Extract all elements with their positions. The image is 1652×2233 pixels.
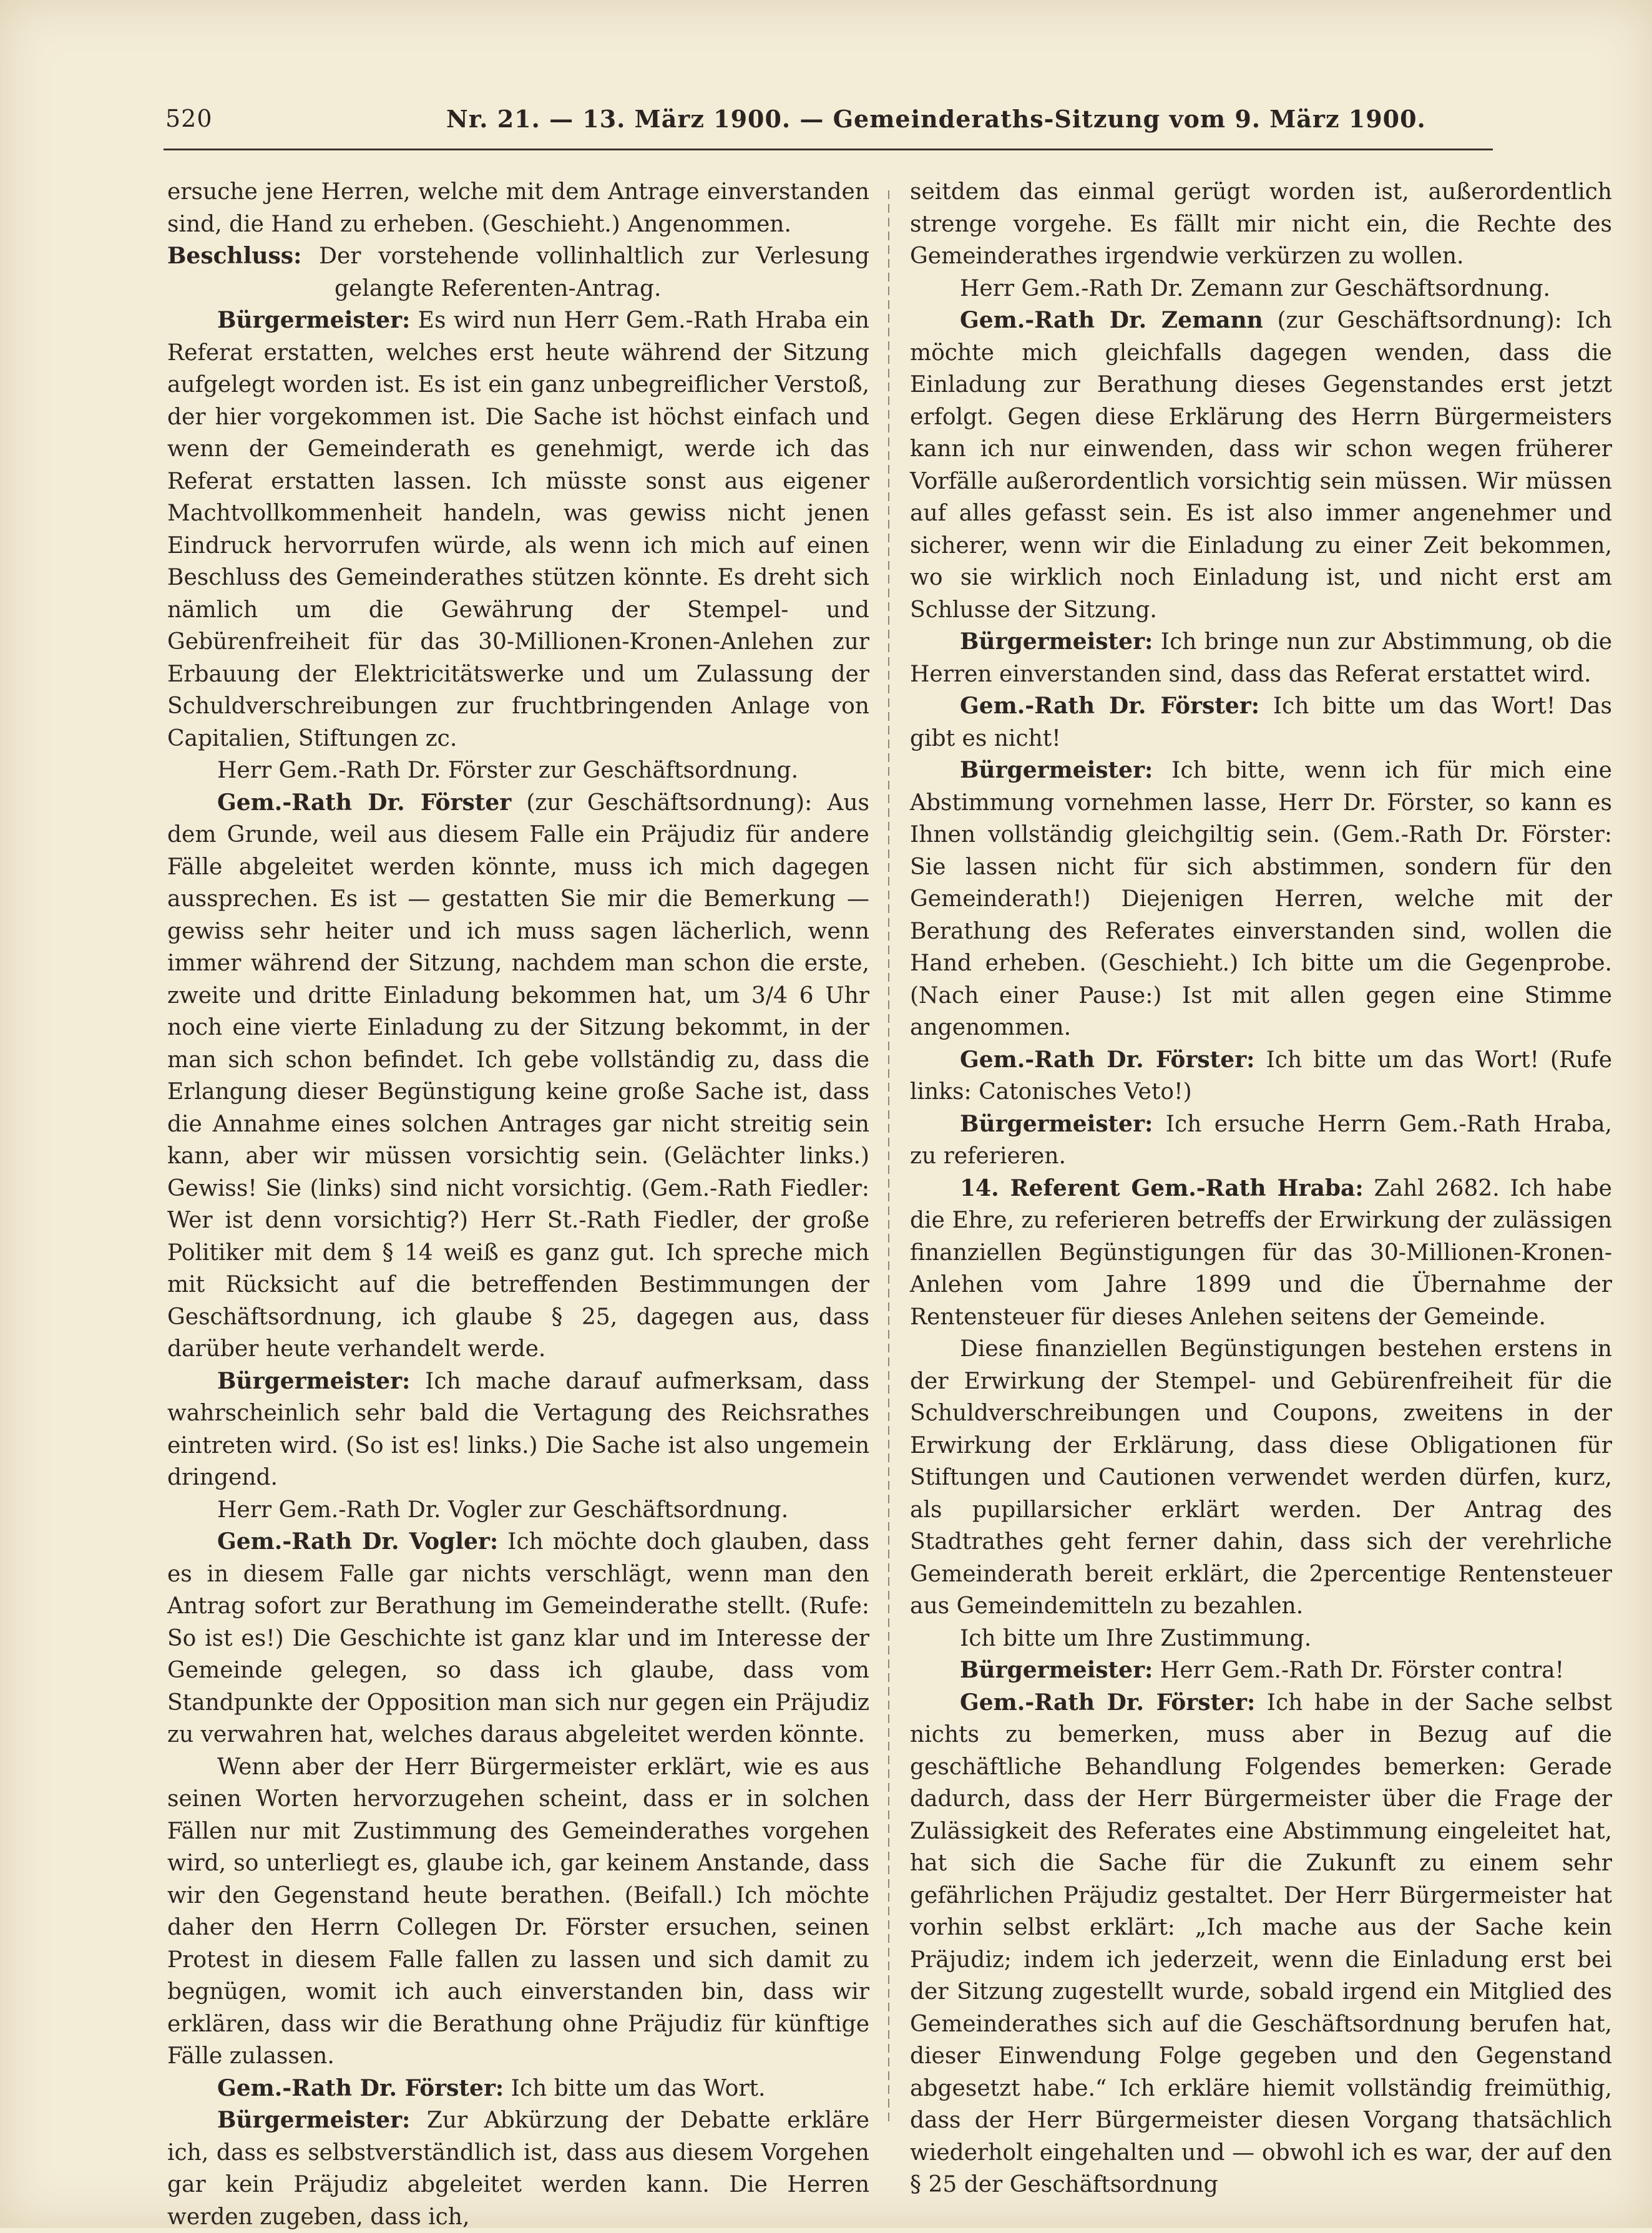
- speaker: Bürgermeister:: [217, 2107, 411, 2133]
- paragraph: Gem.-Rath Dr. Zemann (zur Geschäftsordnung): Ich möchte mich gleichfalls dagegen wenden, dass die Einladung zur Berathung dieses Gegenstandes erst jetzt erfolgt. Gegen diese Erklärung des Herrn Bürgermeisters kann ich nur einwenden, dass wir schon wegen früherer Vorfälle außerordentlich vorsichtig sein müssen. Wir müssen auf alles gefasst sein. Es ist also immer angenehmer und sicherer, wenn wir die Einladung zu einer Zeit bekommen, wo sie wirklich noch Einladung ist, und nicht erst am Schlusse der Sitzung.: [910, 307, 1612, 623]
- speaker: Bürgermeister:: [217, 307, 411, 333]
- speaker: Gem.-Rath Dr. Zemann: [960, 307, 1263, 333]
- page-header: [165, 105, 1488, 142]
- page-number: 520: [165, 105, 213, 132]
- speaker: Gem.-Rath Dr. Förster:: [217, 2074, 504, 2101]
- column-divider: [888, 190, 889, 2122]
- speaker: Gem.-Rath Dr. Vogler:: [217, 1528, 499, 1555]
- paragraph: Gem.-Rath Dr. Förster: Ich bitte um das Wort! Das gibt es nicht!: [910, 693, 1612, 751]
- paragraph: Herr Gem.-Rath Dr. Förster zur Geschäftsordnung.: [217, 758, 799, 783]
- paragraph: Herr Gem.-Rath Dr. Zemann zur Geschäftsordnung.: [960, 275, 1550, 301]
- right-column: [910, 176, 1612, 2201]
- speaker: Bürgermeister:: [960, 1110, 1153, 1137]
- paragraph-beschluss: Beschluss: Der vorstehende vollinhaltlich zur Verlesung gelangte Referenten-Antrag.: [167, 243, 869, 301]
- speaker: Gem.-Rath Dr. Förster: [217, 789, 512, 816]
- paragraph: Diese finanziellen Begünstigungen bestehen erstens in der Erwirkung der Stempel- und Gebürenfreiheit für die Schuldverschreibungen und Coupons, zweitens in der Erwirkung der Erklärung, dass diese Obligationen für Stiftungen und Cautionen verwendet werden dürfen, kurz, als pupillarsicher erklärt werden. Der Antrag des Stadtrathes geht ferner dahin, dass sich der verehrliche Gemeinderath bereit erklärt, die 2percentige Rentensteuer aus Gemeindemitteln zu bezahlen.: [910, 1336, 1612, 1619]
- paragraph: Bürgermeister: Zur Abkürzung der Debatte erkläre ich, dass es selbstverständlich ist, dass aus diesem Vorgehen gar kein Präjudiz abgeleitet werden kann. Die Herren werden zugeben, dass ich,: [167, 2107, 869, 2230]
- paragraph: Bürgermeister: Ich mache darauf aufmerksam, dass wahrscheinlich sehr bald die Vertagung des Reichsrathes eintreten wird. (So ist es! links.) Die Sache ist also ungemein dringend.: [167, 1367, 869, 1490]
- paragraph: 14. Referent Gem.-Rath Hraba: Zahl 2682. Ich habe die Ehre, zu referieren betreffs der Erwirkung der zulässigen finanziellen Begünstigungen für das 30-Millionen-Kronen-Anlehen vom Jahre 1899 und die Übernahme der Rentensteuer für dieses Anlehen seitens der Gemeinde.: [910, 1175, 1612, 1330]
- paragraph: Bürgermeister: Herr Gem.-Rath Dr. Förster contra!: [960, 1657, 1565, 1683]
- paragraph: Bürgermeister: Ich bitte, wenn ich für mich eine Abstimmung vornehmen lasse, Herr Dr. Förster, so kann es Ihnen vollständig gleichgiltig sein. (Gem.-Rath Dr. Förster: Sie lassen nicht für sich abstimmen, sondern für den Gemeinderath!) Diejenigen Herren, welche mit der Berathung des Referates einverstanden sind, wollen die Hand erheben. (Geschieht.) Ich bitte um die Gegenprobe. (Nach einer Pause:) Ist mit allen gegen eine Stimme angenommen.: [910, 757, 1612, 1040]
- speaker: Bürgermeister:: [960, 757, 1153, 783]
- paragraph: Gem.-Rath Dr. Förster: Ich bitte um das Wort! (Rufe links: Catonisches Veto!): [910, 1046, 1612, 1105]
- paragraph: Wenn aber der Herr Bürgermeister erklärt, wie es aus seinen Worten hervorzugehen scheint, dass er in solchen Fällen nur mit Zustimmung des Gemeinderathes vorgehen wird, so unterliegt es, glaube ich, gar keinem Anstande, dass wir den Gegenstand heute berathen. (Beifall.) Ich möchte daher den Herrn Collegen Dr. Förster ersuchen, seinen Protest in diesem Falle fallen zu lassen und sich damit zu begnügen, womit ich auch einverstanden bin, dass wir erklären, dass wir die Berathung ohne Präjudiz für künftige Fälle zulassen.: [167, 1754, 869, 2069]
- paragraph: Bürgermeister: Ich bringe nun zur Abstimmung, ob die Herren einverstanden sind, dass das Referat erstattet wird.: [910, 628, 1612, 687]
- speaker: Bürgermeister:: [217, 1367, 411, 1394]
- paragraph: Gem.-Rath Dr. Förster: Ich habe in der Sache selbst nichts zu bemerken, muss aber in Bezug auf die geschäftliche Behandlung Folgendes bemerken: Gerade dadurch, dass der Herr Bürgermeister über die Frage der Zulässigkeit des Referates eine Abstimmung eingeleitet hat, hat sich die Sache für die Zukunft zu einem sehr gefährlichen Präjudiz gestaltet. Der Herr Bürgermeister hat vorhin selbst erklärt: „Ich mache aus der Sache kein Präjudiz; indem ich jederzeit, wenn die Einladung erst bei der Sitzung zugestellt wurde, sobald irgend ein Mitglied des Gemeinderathes sich auf die Geschäftsordnung berufen hat, dieser Einwendung Folge gegeben und den Gegenstand abgesetzt habe.“ Ich erkläre hiemit vollständig freimüthig, dass der Herr Bürgermeister diesen Vorgang thatsächlich wiederholt eingehalten und — obwohl ich es war, der auf den § 25 der Geschäftsordnung: [910, 1689, 1612, 2197]
- paragraph: seitdem das einmal gerügt worden ist, außerordentlich strenge vorgehe. Es fällt mir nicht ein, die Rechte des Gemeinderathes irgendwie verkürzen zu wollen.: [910, 179, 1612, 269]
- beschluss-label: Beschluss:: [167, 243, 302, 269]
- paragraph: Bürgermeister: Es wird nun Herr Gem.-Rath Hraba ein Referat erstatten, welches erst heute während der Sitzung aufgelegt worden ist. Es ist ein ganz unbegreiflicher Verstoß, der hier vorgekommen ist. Die Sache ist höchst einfach und wenn der Gemeinderath es genehmigt, werde ich das Referat erstatten lassen. Ich müsste sonst aus eigener Machtvollkommenheit handeln, was gewiss nicht jenen Eindruck hervorrufen würde, als wenn ich mich auf einen Beschluss des Gemeinderathes stützen könnte. Es dreht sich nämlich um die Gewährung der Stempel- und Gebürenfreiheit für das 30-Millionen-Kronen-Anlehen zur Erbauung der Elektricitätswerke und um Zulassung der Schuldverschreibungen zur fruchtbringenden Anlage von Capitalien, Stiftungen zc.: [167, 307, 869, 751]
- running-title: Nr. 21. — 13. März 1900. — Gemeinderaths-Sitzung vom 9. März 1900.: [446, 105, 1426, 133]
- paragraph: Gem.-Rath Dr. Förster (zur Geschäftsordnung): Aus dem Grunde, weil aus diesem Falle ein Präjudiz für andere Fälle abgeleitet werden könnte, muss ich mich dagegen aussprechen. Es ist — gestatten Sie mir die Bemerkung — gewiss sehr heiter und ich muss sagen lächerlich, wenn immer während der Sitzung, nachdem man schon die erste, zweite und dritte Einladung bekommen hat, um 3/4 6 Uhr noch eine vierte Einladung zu der Sitzung bekommt, in der man sich schon befindet. Ich gebe vollständig zu, dass die Erlangung dieser Begünstigung keine große Sache ist, dass die Annahme eines solchen Antrages gar nicht streitig sein kann, aber wir müssen vorsichtig sein. (Gelächter links.) Gewiss! Sie (links) sind nicht vorsichtig. (Gem.-Rath Fiedler: Wer ist denn vorsichtig?) Herr St.-Rath Fiedler, der große Politiker mit dem § 14 weiß es ganz gut. Ich spreche mich mit Rücksicht auf die betreffenden Bestimmungen der Geschäftsordnung, ich glaube § 25, dagegen aus, dass darüber heute verhandelt werde.: [167, 789, 869, 1362]
- paragraph: ersuche jene Herren, welche mit dem Antrage einverstanden sind, die Hand zu erheben. (Geschieht.) Angenommen.: [167, 179, 869, 237]
- paragraph: Gem.-Rath Dr. Vogler: Ich möchte doch glauben, dass es in diesem Falle gar nichts verschlägt, wenn man den Antrag sofort zur Berathung im Gemeinderathe stellt. (Rufe: So ist es!) Die Geschichte ist ganz klar und im Interesse der Gemeinde gelegen, so dass ich glaube, dass vom Standpunkte der Opposition man sich nur gegen ein Präjudiz zu verwahren hat, welches daraus abgeleitet werden könnte.: [167, 1528, 869, 1747]
- paragraph: Ich bitte um Ihre Zustimmung.: [960, 1625, 1312, 1651]
- speaker: Bürgermeister:: [960, 628, 1153, 655]
- speaker: Gem.-Rath Dr. Förster:: [960, 693, 1260, 719]
- paragraph: Gem.-Rath Dr. Förster: Ich bitte um das Wort.: [217, 2074, 766, 2101]
- header-rule: [164, 149, 1493, 150]
- paragraph: Herr Gem.-Rath Dr. Vogler zur Geschäftsordnung.: [217, 1497, 789, 1523]
- speaker: Gem.-Rath Dr. Förster:: [960, 1046, 1255, 1073]
- speaker: Bürgermeister:: [960, 1657, 1153, 1683]
- left-column: [167, 176, 869, 2233]
- speaker: 14. Referent Gem.-Rath Hraba:: [960, 1175, 1364, 1201]
- speaker: Gem.-Rath Dr. Förster:: [960, 1689, 1256, 1716]
- paragraph: Bürgermeister: Ich ersuche Herrn Gem.-Rath Hraba, zu referieren.: [910, 1110, 1612, 1169]
